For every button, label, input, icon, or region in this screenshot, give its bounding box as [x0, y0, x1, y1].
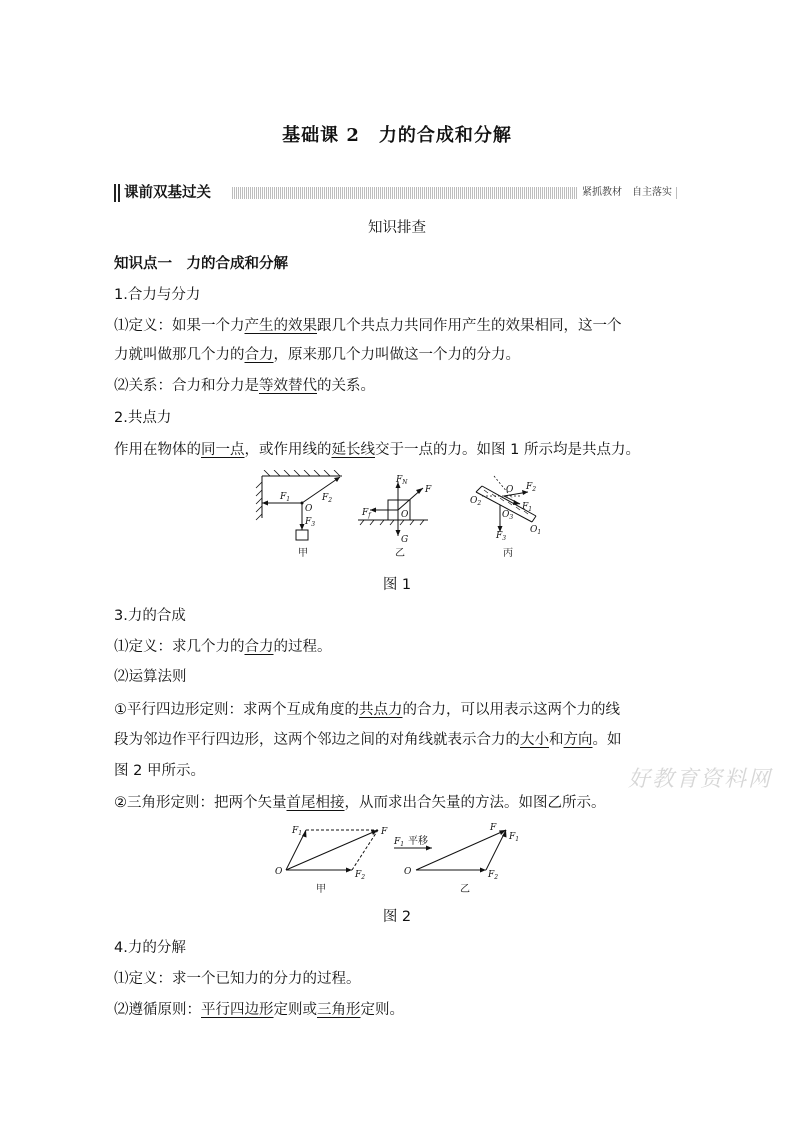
- fig1-label-O3: $O_3$: [502, 510, 514, 521]
- fig1-label-O-jia: O: [305, 504, 313, 514]
- section-title: 知识排查: [368, 220, 426, 236]
- fig2-label-F1-jia: $F_1$: [292, 826, 303, 837]
- watermark: 好教育资料网: [628, 767, 773, 792]
- fig1-label-yi: 乙: [395, 548, 405, 559]
- s3-parallelogram-line2: 段为邻边作平行四边形，这两个邻边之间的对角线就表示合力的大小和方向。如: [114, 732, 622, 748]
- fig2-label-F1-yi: $F_1$: [509, 832, 520, 843]
- s4-heading: 4.力的分解: [114, 940, 186, 956]
- fig1-label-F3-bing: $F_3$: [496, 531, 507, 542]
- fig2-label-F2-yi: $F_2$: [488, 870, 499, 881]
- section-banner: [114, 183, 678, 203]
- s2-heading: 2.共点力: [114, 410, 172, 426]
- fig1-label-F1-bing: $F_1$: [522, 502, 533, 513]
- s1-definition-line1: ⑴定义：如果一个力产生的效果跟几个共点力共同作用产生的效果相同，这一个: [114, 318, 622, 334]
- fig1-label-O2: $O_2$: [470, 496, 482, 507]
- s1-heading: 1.合力与分力: [114, 287, 201, 303]
- s1-relation: ⑵关系：合力和分力是等效替代的关系。: [114, 378, 375, 394]
- banner-label: 课前双基过关: [124, 185, 211, 201]
- fig1-label-jia: 甲: [298, 548, 308, 559]
- s4-definition: ⑴定义：求一个已知力的分力的过程。: [114, 971, 361, 987]
- fig1-label-O-bing: O: [506, 485, 514, 495]
- fig2-label-F1-shift: $F_1$: [394, 837, 405, 848]
- fig1-label-G: G: [401, 535, 409, 545]
- fig2-label-shift: 平移: [408, 836, 428, 847]
- s3-parallelogram-line1: ①平行四边形定则：求两个互成角度的共点力的合力，可以用表示这两个力的线: [114, 702, 620, 718]
- figure-1-caption: 图 1: [382, 577, 412, 593]
- s3-heading: 3.力的合成: [114, 608, 186, 624]
- s3-rule-heading: ⑵运算法则: [114, 669, 187, 685]
- fig2-label-O-jia: O: [275, 867, 283, 877]
- fig1-label-Ff: $F_f$: [362, 508, 371, 519]
- fig2-label-F-jia: F: [381, 827, 388, 837]
- fig1-label-bing: 丙: [503, 548, 513, 559]
- fig1-label-F1: $F_1$: [280, 492, 291, 503]
- fig1-label-FN: $F_N$: [396, 475, 408, 486]
- s3-parallelogram-line3: 图 2 甲所示。: [114, 763, 205, 779]
- fig2-label-F-yi: F: [490, 823, 497, 833]
- figure-2: [270, 818, 530, 900]
- banner-bar: [114, 183, 119, 203]
- fig1-label-F2: $F_2$: [322, 493, 333, 504]
- s3-definition: ⑴定义：求几个力的合力的过程。: [114, 639, 332, 655]
- banner-right-text: 紧抓教材 自主落实: [578, 185, 676, 201]
- s3-triangle-rule: ②三角形定则：把两个矢量首尾相接，从而求出合矢量的方法。如图乙所示。: [114, 795, 606, 811]
- fig2-label-jia: 甲: [316, 884, 326, 895]
- knowledge-point-heading: 知识点一 力的合成和分解: [114, 256, 288, 272]
- fig2-label-yi: 乙: [460, 884, 470, 895]
- fig1-label-F: F: [425, 485, 432, 495]
- s1-definition-line2: 力就叫做那几个力的合力，原来那几个力叫做这一个力的分力。: [114, 347, 520, 363]
- fig1-label-F3: $F_3$: [305, 517, 316, 528]
- figure-2-caption: 图 2: [382, 909, 412, 925]
- fig2-label-O-yi: O: [404, 867, 412, 877]
- fig1-label-F2-bing: $F_2$: [526, 482, 537, 493]
- fig1-label-O1: $O_1$: [530, 525, 542, 536]
- s4-rule: ⑵遵循原则：平行四边形定则或三角形定则。: [114, 1002, 404, 1018]
- fig2-label-F2-jia: $F_2$: [355, 870, 366, 881]
- figure-1: [250, 470, 550, 560]
- fig1-label-O-yi: O: [401, 510, 409, 520]
- page-title: 基础课 2 力的合成和分解: [282, 125, 512, 146]
- s2-text: 作用在物体的同一点，或作用线的延长线交于一点的力。如图 1 所示均是共点力。: [114, 442, 640, 458]
